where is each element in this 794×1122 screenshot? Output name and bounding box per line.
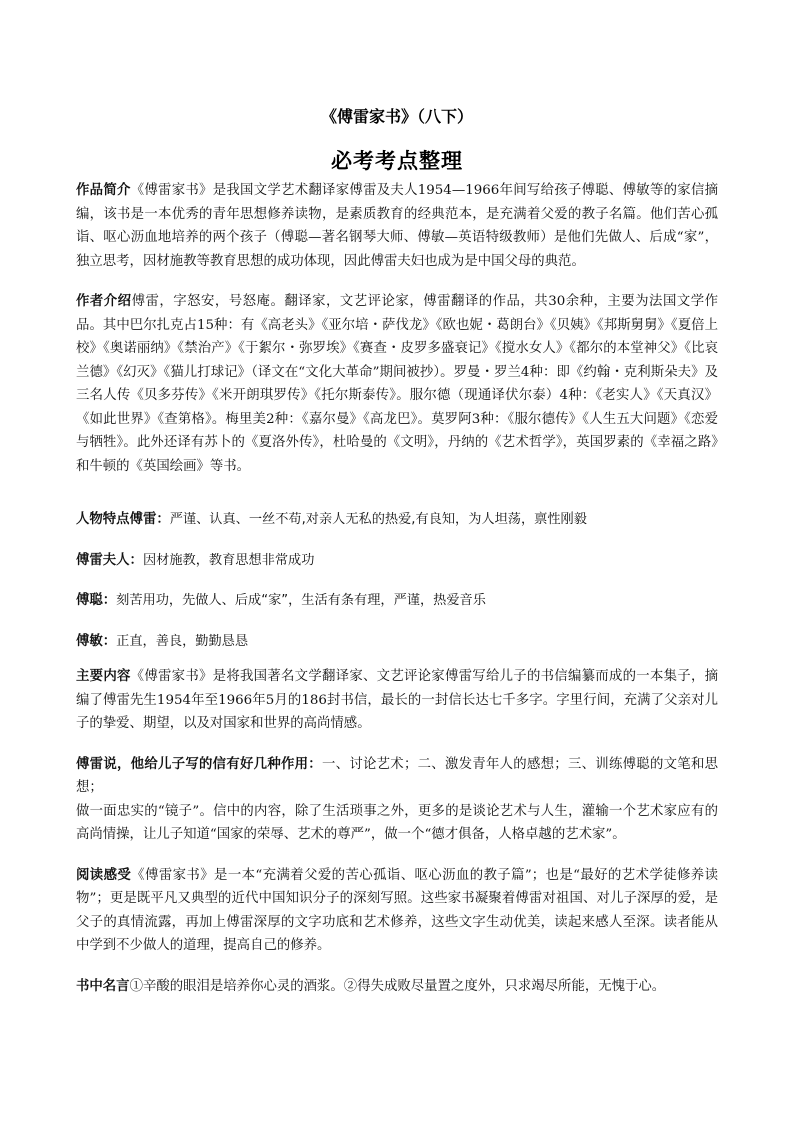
char-fucong-text: 刻苦用功，先做人、后成“家”，生活有条有理，严谨，热爱音乐 xyxy=(116,593,486,608)
char-fucong-label: 傅聪： xyxy=(76,593,117,608)
reading-feel-paragraph xyxy=(76,864,718,958)
works-intro-text: 《傅雷家书》是我国文学艺术翻译家傅雷及夫人1954—1966年间写给孩子傅聪、傅敏等的家信摘编，该书是一本优秀的青年思想修养读物，是素质教育的经典范本，是充满着父爱的教子名篇。他们苦心孤诣、呕心沥血地培养的两个孩子（傅聪—著名钢琴大师、傅敏—英语特级教师）是他们先做人、后成“家”，独立思考，因材施教等教育思想的成功体现，因此傅雷夫妇也成为是中国父母的典范。 xyxy=(76,183,719,269)
works-intro-label: 作品简介 xyxy=(76,183,131,198)
letter-purpose-label: 傅雷说，他给儿子写的信有好几种作用： xyxy=(76,756,322,772)
author-intro-text: 傅雷，字怒安，号怒庵。翻译家，文艺评论家，傅雷翻译的作品，共30余种，主要为法国文学作品。其中巴尔扎克占15种：有《高老头》《亚尔培・萨伐龙》《欧也妮・葛朗台》《贝姨》《邦斯舅舅》《夏倍上校》《奥诺丽纳》《禁治产》《于絮尔・弥罗埃》《赛查・皮罗多盛衰记》《搅水女人》《都尔的本堂神父》《比哀兰德》《幻灭》《猫儿打球记》（译文在“文化大革命”期间被抄）。罗曼・罗兰4种：即《约翰・克利斯朵夫》及三名人传《贝多芬传》《米开朗琪罗传》《托尔斯泰传》。服尔德（现通译伏尔泰）4种：《老实人》《天真汉》《如此世界》《查第格》。梅里美2种：《嘉尔曼》《高龙巴》。莫罗阿3种：《服尔德传》《人生五大问题》《恋爱与牺牲》。此外还译有苏卜的《夏洛外传》，杜哈曼的《文明》，丹纳的《艺术哲学》，英国罗素的《幸福之路》和牛顿的《英国绘画》等书。 xyxy=(76,294,719,474)
char-fulei-text: 严谨、认真、一丝不苟,对亲人无私的热爱,有良知，为人坦荡，禀性刚毅 xyxy=(169,512,587,527)
document-title: 《傅雷家书》（八下） xyxy=(320,107,473,126)
main-content-paragraph xyxy=(76,665,718,736)
quotes-paragraph xyxy=(76,975,718,999)
char-fumin-label: 傅敏： xyxy=(76,633,117,649)
char-fucong-paragraph xyxy=(76,589,718,613)
reading-feel-text: 《傅雷家书》是一本“充满着父爱的苦心孤诣、呕心沥血的教子篇”；也是“最好的艺术学徒修养读物”；更是既平凡又典型的近代中国知识分子的深刻写照。这些家书凝聚着傅雷对祖国、对儿子深厚的爱，是父子的真情流露，再加上傅雷深厚的文字功底和艺术修养，这些文字生动优美，读起来感人至深。读者能从中学到不少做人的道理，提高自己的修养。 xyxy=(76,867,719,953)
char-fulei-label: 人物特点傅雷： xyxy=(76,512,170,527)
letter-purpose-text: 一、讨论艺术；二、激发青年人的感想；三、训练傅聪的文笔和思想； xyxy=(76,756,719,795)
char-fumin-paragraph xyxy=(76,630,718,654)
char-fulei-paragraph xyxy=(76,508,718,532)
char-madam-paragraph xyxy=(76,549,718,573)
works-intro-paragraph xyxy=(76,179,718,273)
main-content-text: 《傅雷家书》是将我国著名文学翻译家、文艺评论家傅雷写给儿子的书信编纂而成的一本集子，摘编了傅雷先生1954年至1966年5月的186封书信，最长的一封信长达七千多字。字里行间，充满了父亲对儿子的挚爱、期望，以及对国家和世界的高尚情感。 xyxy=(76,669,719,731)
letter-purpose-paragraph xyxy=(76,753,718,800)
letter-purpose-text-2: 做一面忠实的“镜子”。信中的内容，除了生活琐事之外，更多的是谈论艺术与人生，灌输一个艺术家应有的高尚情操，让儿子知道“国家的荣辱、艺术的尊严”，做一个“德才俱备，人格卓越的艺术家”。 xyxy=(76,803,718,842)
reading-feel-label: 阅读感受 xyxy=(76,867,132,883)
char-madam-label: 傅雷夫人： xyxy=(76,552,143,568)
quotes-text: ①辛酸的眼泪是培养你心灵的酒浆。②得失成败尽量置之度外，只求竭尽所能，无愧于心。 xyxy=(129,978,666,994)
author-intro-paragraph xyxy=(76,290,718,478)
char-fumin-text: 正直，善良，勤勤恳恳 xyxy=(116,633,249,649)
document-subtitle: 必考考点整理 xyxy=(331,149,463,173)
document-body xyxy=(76,179,718,998)
author-intro-label: 作者介绍 xyxy=(76,294,132,309)
letter-purpose-paragraph-2 xyxy=(76,800,718,847)
char-madam-text: 因材施教，教育思想非常成功 xyxy=(142,552,315,568)
main-content-label: 主要内容 xyxy=(76,669,131,684)
quotes-label: 书中名言 xyxy=(76,978,130,994)
